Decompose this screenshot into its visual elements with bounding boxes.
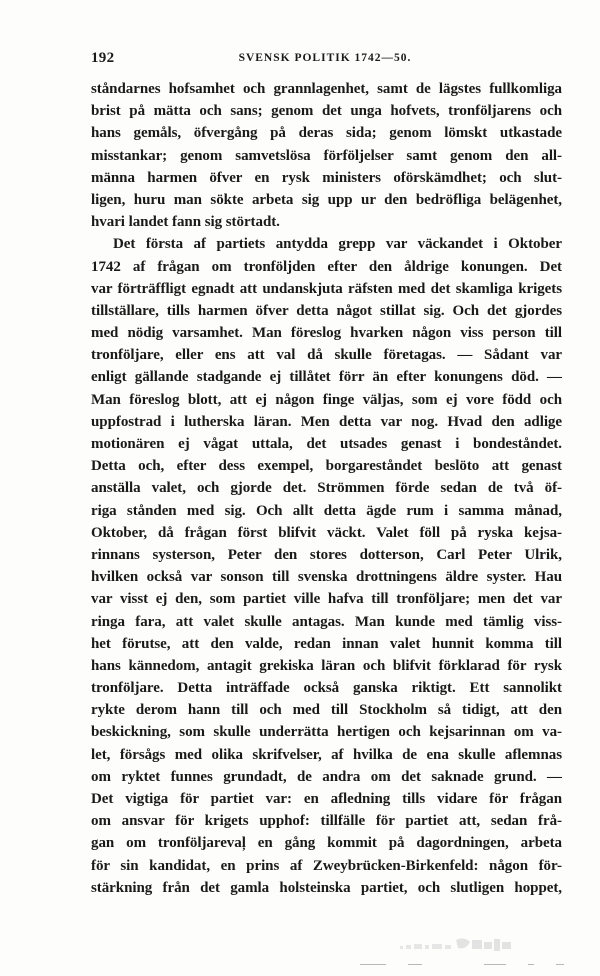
text-line: Detta och, efter dess exempel, borgareståndet beslöto att genast (91, 458, 562, 475)
text-line: 1742 af frågan om tronföljden efter den åldrige konungen. Det (91, 258, 562, 275)
page-edge-marks (360, 962, 580, 968)
text-line: uppfostrad i lutherska läran. Men detta var nog. Hvad den adlige (91, 413, 562, 430)
text-line: hvari landet fann sig störtadt. (91, 214, 280, 231)
text-line: var visst ej den, som partiet ville hafva till tronföljare; men det var (91, 591, 562, 608)
text-line: misstankar; genom samvetslösa förföljelser samt genom den all- (91, 147, 562, 164)
digitization-watermark (398, 934, 516, 954)
text-line: ringa fara, att valet skulle antagas. Man kunde med tämlig viss- (91, 613, 562, 630)
text-line: rykte derom hann till och med till Stockholm så tidigt, att den (91, 702, 562, 719)
body-text (91, 78, 562, 899)
text-line: om ryktet funnes grundadt, de andra om det saknade grund. — (91, 768, 562, 785)
text-line: Oktober, då frågan först blifvit väckt. Valet föll på ryska kejsa- (91, 524, 562, 541)
text-line: med nödig varsamhet. Man föreslog hvarken någon viss person till (91, 325, 562, 342)
text-line: om ansvar för krigets upphof: tillfälle för partiet att, sedan frå- (91, 813, 562, 830)
text-line: tronföljare, eller ens att val då skulle företagas. — Sådant var (91, 347, 562, 364)
text-line: ligen, huru man sökte arbeta sig upp ur den bedröfliga belägenhet, (91, 191, 562, 208)
text-line: var förträffligt egnadt att undanskjuta räfsten med det skamliga krigets (91, 280, 562, 297)
text-line: brist på mätta och sans; genom det unga hofvets, tronföljarens och (91, 103, 562, 120)
text-line: för sin kandidat, en prins af Zweybrücken-Birkenfeld: någon för- (91, 857, 562, 874)
page-header (91, 50, 559, 70)
text-line: enligt gällande stadgande ej tillåtet förr än efter konungens död. — (91, 369, 562, 386)
text-line: motionären ej vågat uttala, det utsades genast i bondeståndet. (91, 436, 562, 452)
text-line: Det vigtiga för partiet var: en afledning tills vidare för frågan (91, 791, 562, 807)
text-line: männa harmen öfver en rysk ministers oförskämdhet; och slut- (91, 169, 562, 186)
text-line: tronföljare. Detta inträffade också ganska riktigt. Ett sannolikt (91, 680, 562, 697)
text-line: let, försågs med olika skrifvelser, af hvilka de ena skulle aflemnas (91, 746, 562, 763)
text-line: hvilken också var sonson till svenska drottningens äldre syster. Hau (91, 569, 562, 586)
text-line: riga stånden med sig. Och allt detta ägde rum i samma månad, (91, 502, 562, 519)
text-line: hans kännedom, antagit grekiska läran och blifvit förklarad för rysk (91, 657, 562, 674)
text-line: gan om tronföljarevaļ en gång kommit på dagordningen, arbeta (91, 835, 562, 852)
text-line: hans gemåls, öfvergång på deras sida; genom lömskt utkastade (91, 125, 562, 142)
text-line: beskickning, som skulle underrätta hertigen och kejsarinnan om va- (91, 724, 562, 741)
running-head: SVENSK POLITIK 1742—50. (238, 52, 412, 64)
text-line: Det första af partiets antydda grepp var väckandet i Oktober (113, 236, 562, 253)
text-line: het förutse, att den valde, redan innan valet hunnit komma till (91, 635, 562, 652)
text-line: tillställare, tills harmen öfver detta något stillat sig. Och det gjordes (91, 302, 562, 319)
text-line: rinnans systerson, Peter den stores dotterson, Carl Peter Ulrik, (91, 546, 562, 563)
text-line: ståndarnes hofsamhet och grannlagenhet, samt de lägstes fullkomliga (91, 81, 562, 97)
page-number: 192 (91, 50, 115, 66)
text-line: Man föreslog blott, att ej någon finge väljas, som ej vore född och (91, 391, 562, 408)
text-line: stärkning från det gamla holsteinska partiet, och slutligen hoppet, (91, 879, 562, 896)
text-line: anställa valet, och gjorde det. Strömmen förde sedan de två öf- (91, 480, 562, 497)
